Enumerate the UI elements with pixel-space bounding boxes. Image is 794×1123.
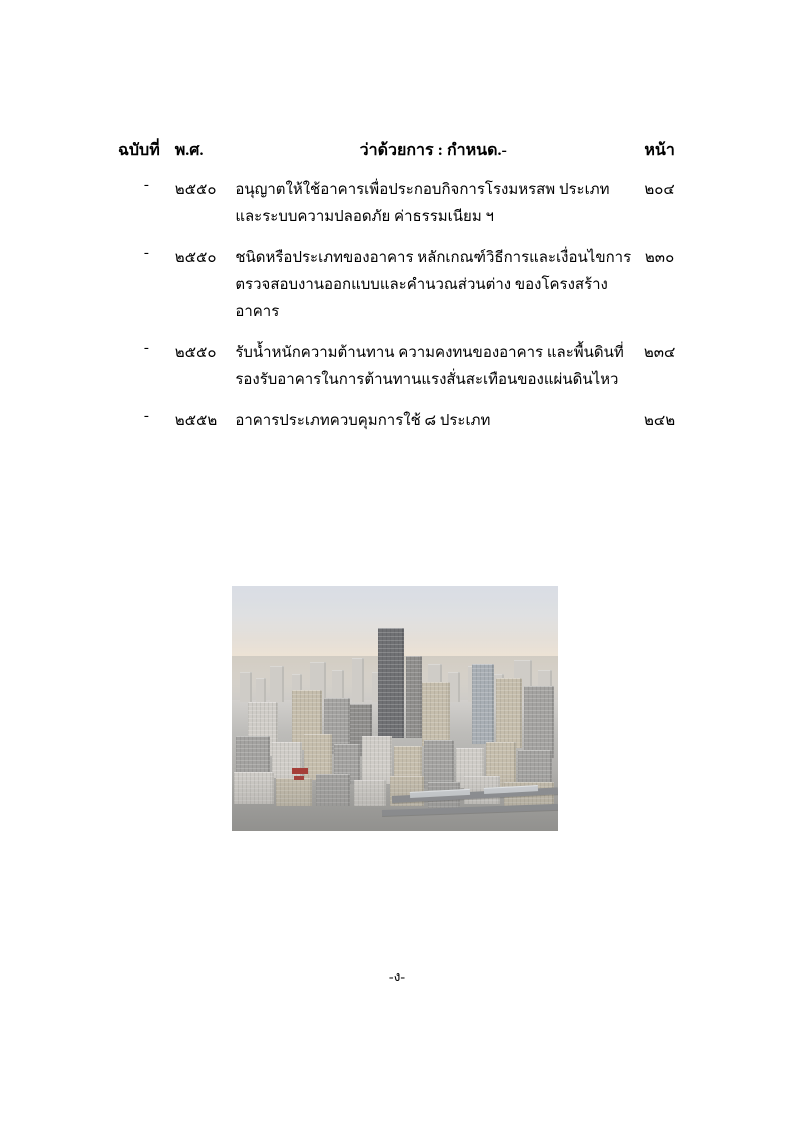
- cell-issue: -: [143, 408, 149, 424]
- building: [496, 678, 522, 748]
- column-header-issue: ฉบับที่: [118, 142, 160, 159]
- tower-main: [378, 628, 404, 738]
- table-row: [118, 177, 688, 231]
- building: [256, 678, 266, 702]
- cell-description: [235, 408, 631, 435]
- building: [472, 664, 494, 744]
- description-line: รับน้ำหนักความต้านทาน ความคงทนของอาคาร และพื้นดินที่: [235, 345, 624, 361]
- row-spacer: [118, 394, 688, 408]
- column-header-year: พ.ศ.: [174, 142, 204, 159]
- building: [406, 656, 422, 738]
- table-row: [118, 408, 688, 435]
- cell-description: [235, 340, 631, 394]
- building: [270, 666, 284, 702]
- building: [524, 686, 554, 758]
- cell-year: ๒๕๕๐: [174, 250, 217, 266]
- description-line: และระบบความปลอดภัย ค่าธรรมเนียม ฯ: [235, 209, 494, 225]
- toc-table: [118, 138, 688, 435]
- foreground-haze: [232, 771, 558, 831]
- description-line: ชนิดหรือประเภทของอาคาร หลักเกณฑ์วิธีการและเงื่อนไขการ: [235, 250, 632, 266]
- page-number: -ง-: [388, 970, 406, 985]
- cell-issue: -: [143, 340, 149, 356]
- cell-page: ๒๔๒: [644, 413, 676, 429]
- table-row: [118, 245, 688, 326]
- cell-description: [235, 177, 631, 231]
- row-spacer: [118, 326, 688, 340]
- cell-description: [235, 245, 631, 326]
- cell-page: ๒๐๔: [644, 182, 675, 198]
- cell-issue: -: [143, 245, 149, 261]
- description-line: ตรวจสอบงานออกแบบและคำนวณส่วนต่าง ของโครงสร้าง: [235, 277, 608, 293]
- description-line: อาคารประเภทควบคุมการใช้ ๘ ประเภท: [235, 413, 491, 429]
- toc-header-row: [118, 138, 688, 177]
- description-line: อนุญาตให้ใช้อาคารเพื่อประกอบกิจการโรงมหรสพ ประเภท: [235, 182, 610, 198]
- cell-year: ๒๕๕๒: [174, 413, 218, 429]
- cell-page: ๒๓๔: [643, 345, 676, 361]
- building: [352, 658, 364, 702]
- building: [236, 736, 270, 776]
- table-row: [118, 340, 688, 394]
- table-of-contents: [118, 138, 688, 435]
- column-header-description: ว่าด้วยการ : กำหนด.-: [359, 142, 507, 159]
- description-line: รองรับอาคารในการต้านทานแรงสั่นสะเทือนของแผ่นดินไหว: [235, 372, 619, 388]
- building: [422, 682, 450, 746]
- cell-year: ๒๕๕๐: [174, 182, 217, 198]
- cell-page: ๒๓๐: [644, 250, 675, 266]
- cell-issue: -: [143, 177, 149, 193]
- city-skyline-photo: [232, 586, 558, 831]
- building: [240, 672, 252, 702]
- photo-background: [232, 586, 558, 831]
- row-spacer: [118, 231, 688, 245]
- column-header-page: หน้า: [644, 142, 675, 159]
- cell-year: ๒๕๕๐: [174, 345, 217, 361]
- description-line: อาคาร: [235, 304, 280, 320]
